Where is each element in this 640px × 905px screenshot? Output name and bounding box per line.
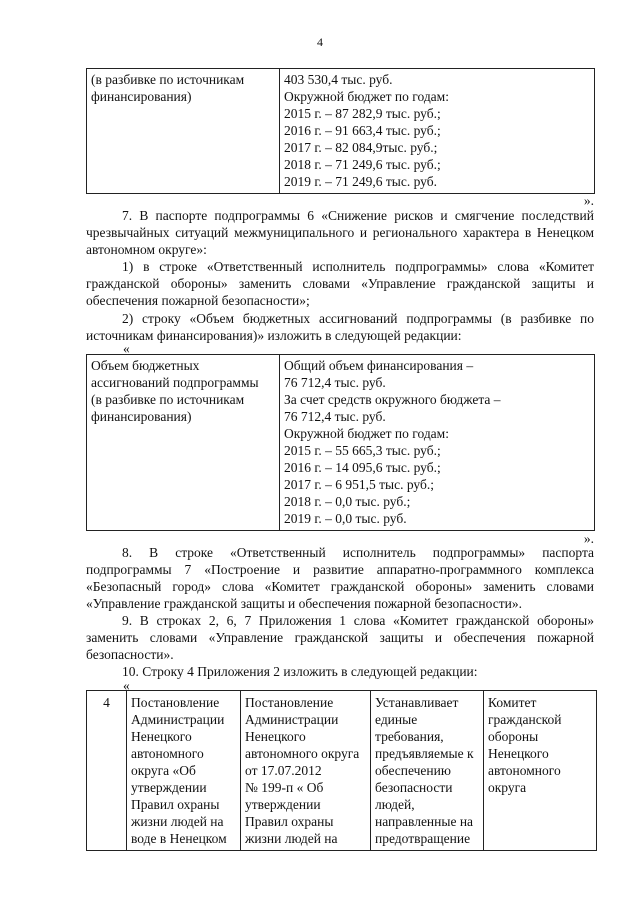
cell-line: 2015 г. – 55 665,3 тыс. руб.; — [284, 443, 441, 458]
cell-line: автономного — [131, 746, 204, 761]
cell-line: Правил охраны — [245, 814, 334, 829]
table-cell-value — [280, 69, 595, 194]
cell-line: ассигнований подпрограммы — [91, 375, 259, 390]
cell-line: (в разбивке по источникам — [91, 72, 245, 87]
cell-line: 2018 г. – 71 249,6 тыс. руб.; — [284, 157, 441, 172]
cell-line: 2019 г. – 0,0 тыс. руб. — [284, 511, 407, 526]
cell-line: автономного — [488, 763, 561, 778]
opening-quote: « — [123, 678, 130, 693]
paragraph-7-item-1: 1) в строке «Ответственный исполнитель подпрограммы» слова «Комитет гражданской обороны» заменить словами «Управление гражданской защиты и обеспечения пожарной безопасности»; — [86, 259, 594, 308]
cell-line: воде в Ненецком — [131, 831, 227, 846]
page-number: 4 — [317, 35, 323, 49]
row-number-cell — [87, 691, 127, 851]
paragraph-8: 8. В строке «Ответственный исполнитель подпрограммы» паспорта подпрограммы 7 «Построение и развитие аппаратно-программного комплекса «Безопасный город» слова «Комитет гражданской обороны» заменить словами «Управление гражданской защиты и обеспечения пожарной безопасности». — [86, 545, 594, 611]
cell-line: утверждении — [131, 780, 207, 795]
table-row — [87, 691, 597, 851]
cell-line: Устанавливает — [375, 695, 459, 710]
cell-line: Комитет — [488, 695, 537, 710]
cell-line: 2016 г. – 91 663,4 тыс. руб.; — [284, 123, 441, 138]
cell-line: финансирования) — [91, 409, 192, 424]
cell-line: требования, — [375, 729, 444, 744]
row-number: 4 — [103, 695, 110, 710]
cell-line: утверждении — [245, 797, 321, 812]
cell-line: жизни людей на — [245, 831, 338, 846]
document-name-cell — [127, 691, 241, 851]
cell-line: (в разбивке по источникам — [91, 392, 245, 407]
cell-line: финансирования) — [91, 89, 192, 104]
cell-line: Объем бюджетных — [91, 358, 200, 373]
opening-quote: « — [123, 341, 130, 356]
cell-line: Общий объем финансирования – — [284, 358, 474, 373]
paragraph-7-item-2: 2) строку «Объем бюджетных ассигнований подпрограммы (в разбивке по источникам финансирования)» изложить в следующей редакции: — [86, 311, 594, 343]
cell-line: 2019 г. – 71 249,6 тыс. руб. — [284, 174, 437, 189]
cell-line: 403 530,4 тыс. руб. — [284, 72, 393, 87]
cell-line: 2018 г. – 0,0 тыс. руб.; — [284, 494, 411, 509]
cell-line: от 17.07.2012 — [245, 763, 322, 778]
cell-line: 76 712,4 тыс. руб. — [284, 375, 386, 390]
closing-quote: ». — [583, 531, 594, 546]
paragraph-7: 7. В паспорте подпрограммы 6 «Снижение рисков и смягчение последствий чрезвычайных ситуаций межмуниципального и регионального характера в Ненецком автономном округе»: — [86, 208, 594, 257]
cell-line: безопасности — [375, 780, 453, 795]
paragraph-9: 9. В строках 2, 6, 7 Приложения 1 слова «Комитет гражданской обороны» заменить словами «Управление гражданской защиты и обеспечения пожарной безопасности». — [86, 613, 594, 662]
cell-line: Окружной бюджет по годам: — [284, 89, 449, 104]
table-cell-label — [87, 69, 280, 194]
budget-table-continued — [86, 68, 595, 194]
cell-line: Администрации — [131, 712, 225, 727]
cell-line: округа «Об — [131, 763, 196, 778]
cell-line: единые — [375, 712, 418, 727]
cell-line: За счет средств окружного бюджета – — [284, 392, 501, 407]
cell-line: № 199-п « Об — [245, 780, 324, 795]
cell-line: предотвращение — [375, 831, 471, 846]
cell-line: 76 712,4 тыс. руб. — [284, 409, 386, 424]
cell-line: 2016 г. – 14 095,6 тыс. руб.; — [284, 460, 441, 475]
cell-line: Окружной бюджет по годам: — [284, 426, 449, 441]
cell-line: 2017 г. – 6 951,5 тыс. руб.; — [284, 477, 434, 492]
cell-line: Ненецкого — [245, 729, 306, 744]
cell-line: Правил охраны — [131, 797, 220, 812]
cell-line: автономного округа — [245, 746, 360, 761]
cell-line: 2017 г. – 82 084,9тыс. руб.; — [284, 140, 438, 155]
table-cell-label — [87, 355, 280, 531]
cell-line: округа — [488, 780, 527, 795]
description-cell — [371, 691, 484, 851]
table-cell-value — [280, 355, 595, 531]
cell-line: обороны — [488, 729, 539, 744]
cell-line: Ненецкого — [131, 729, 192, 744]
appendix-table — [86, 690, 597, 851]
cell-line: направленные на — [375, 814, 474, 829]
cell-line: Администрации — [245, 712, 339, 727]
document-details-cell — [241, 691, 371, 851]
cell-line: гражданской — [488, 712, 562, 727]
cell-line: жизни людей на — [131, 814, 224, 829]
cell-line: Ненецкого — [488, 746, 549, 761]
cell-line: обеспечению — [375, 763, 451, 778]
responsible-cell — [484, 691, 597, 851]
paragraph-10: 10. Строку 4 Приложения 2 изложить в следующей редакции: — [122, 664, 478, 679]
cell-line: людей, — [375, 797, 415, 812]
budget-table — [86, 354, 595, 531]
table-row — [87, 355, 595, 531]
closing-quote: ». — [583, 193, 594, 208]
cell-line: Постановление — [245, 695, 334, 710]
cell-line: 2015 г. – 87 282,9 тыс. руб.; — [284, 106, 441, 121]
cell-line: Постановление — [131, 695, 220, 710]
table-row — [87, 69, 595, 194]
cell-line: предъявляемые к — [375, 746, 474, 761]
